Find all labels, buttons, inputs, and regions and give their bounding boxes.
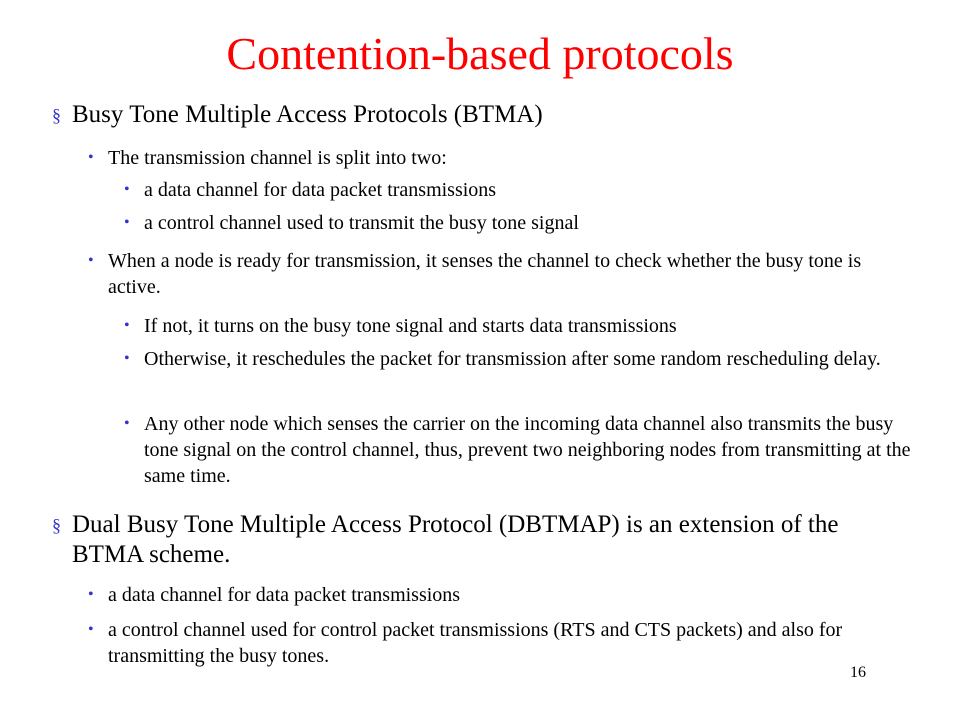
- bullet-btma: [52, 100, 922, 130]
- dot-bullet-icon: •: [124, 415, 130, 432]
- bullet-control-channel: [124, 210, 914, 236]
- dot-bullet-icon: •: [124, 181, 130, 198]
- bullet-text: Otherwise, it reschedules the packet for transmission after some random rescheduling delay.: [144, 348, 881, 370]
- bullet-text: a control channel used for control packet transmissions (RTS and CTS packets) and also for transmitting the busy tones.: [108, 619, 843, 667]
- dot-bullet-icon: •: [88, 252, 94, 269]
- dot-bullet-icon: •: [88, 586, 94, 603]
- bullet-text: a data channel for data packet transmissions: [144, 179, 497, 201]
- bullet-text: Busy Tone Multiple Access Protocols (BTMA): [72, 101, 543, 128]
- dot-bullet-icon: •: [124, 317, 130, 334]
- bullet-dbtmap-data-channel: [88, 582, 908, 608]
- bullet-dbtmap: [52, 510, 892, 570]
- dot-bullet-icon: •: [88, 149, 94, 166]
- bullet-text: The transmission channel is split into two:: [108, 147, 447, 169]
- bullet-text: a data channel for data packet transmissions: [108, 584, 461, 606]
- slide-title: Contention-based protocols: [226, 28, 734, 79]
- bullet-dbtmap-control-channel: [88, 617, 903, 669]
- dot-bullet-icon: •: [124, 350, 130, 367]
- bullet-data-channel: [124, 177, 914, 203]
- bullet-text: Any other node which senses the carrier on the incoming data channel also transmits the busy tone signal on the control channel, thus, prevent two neighboring nodes from transmitting at the same time.: [144, 413, 911, 487]
- bullet-if-not: [124, 313, 919, 339]
- bullet-text: If not, it turns on the busy tone signal and starts data transmissions: [144, 315, 677, 337]
- page-number: 16: [850, 664, 866, 681]
- dot-bullet-icon: •: [88, 621, 94, 638]
- dot-bullet-icon: •: [124, 214, 130, 231]
- square-bullet-icon: §: [52, 515, 61, 535]
- bullet-text: Dual Busy Tone Multiple Access Protocol (DBTMAP) is an extension of the BTMA scheme.: [72, 511, 839, 568]
- bullet-otherwise: [124, 346, 919, 372]
- bullet-node-ready: [88, 248, 903, 300]
- bullet-text: When a node is ready for transmission, it senses the channel to check whether the busy tone is active.: [108, 250, 862, 298]
- bullet-text: a control channel used to transmit the busy tone signal: [144, 212, 579, 234]
- bullet-any-other-node: [124, 411, 919, 489]
- bullet-channel-split: [88, 145, 908, 171]
- square-bullet-icon: §: [52, 105, 61, 125]
